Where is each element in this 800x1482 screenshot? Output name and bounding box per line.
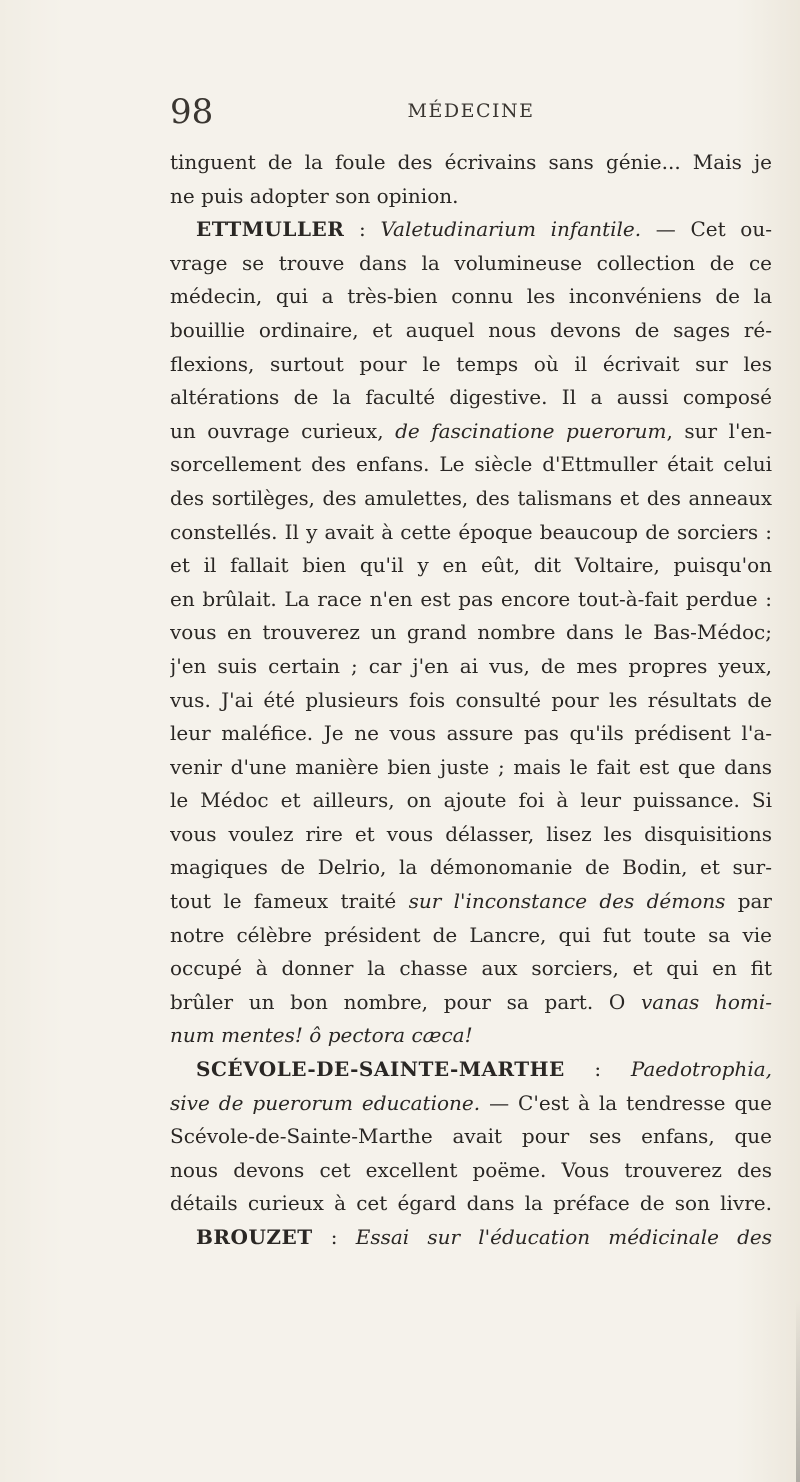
- work-title: sur l'inconstance des démons: [408, 889, 726, 914]
- text-line: notre célèbre président de Lancre, qui fut toute sa vie: [170, 922, 772, 947]
- text-line: tout le fameux traité sur l'inconstance des démons par: [170, 889, 772, 914]
- text-line: en brûlait. La race n'en est pas encore tout-à-fait perdue :: [170, 586, 772, 611]
- text-line: des sortilèges, des amulettes, des talismans et des anneaux: [170, 486, 772, 510]
- text-line: constellés. Il y avait à cette époque beaucoup de sorciers :: [170, 519, 772, 544]
- latin-quote: num mentes! ô pectora cæca!: [170, 1023, 473, 1048]
- text-line: ne puis adopter son opinion.: [170, 183, 459, 208]
- running-head: MÉDECINE: [407, 100, 535, 122]
- author-name: ETTMULLER: [196, 217, 345, 242]
- entry-heading-line: ETTMULLER : Valetudinarium infantile. — Cet ou-: [196, 217, 772, 242]
- page-edge-shadow: [796, 1300, 800, 1482]
- text-line: sorcellement des enfans. Le siècle d'Ettmuller était celui: [170, 452, 772, 477]
- work-title: Paedotrophia,: [630, 1057, 772, 1082]
- text-line: j'en suis certain ; car j'en ai vus, de mes propres yeux,: [170, 653, 772, 678]
- author-name: SCÉVOLE-DE-SAINTE-MARTHE: [196, 1057, 565, 1082]
- text-line: brûler un bon nombre, pour sa part. O vanas homi-: [170, 989, 772, 1014]
- text-line: vrage se trouve dans la volumineuse collection de ce: [170, 250, 772, 275]
- text-line: magiques de Delrio, la démonomanie de Bodin, et sur-: [170, 855, 772, 880]
- body-text: [170, 146, 772, 1255]
- work-title: Essai sur l'éducation médicinale des: [355, 1225, 772, 1249]
- text-line: nous devons cet excellent poëme. Vous trouverez des: [170, 1157, 772, 1182]
- text-line: un ouvrage curieux, de fascinatione puerorum, sur l'en-: [170, 418, 772, 443]
- text-line: Scévole-de-Sainte-Marthe avait pour ses enfans, que: [170, 1124, 772, 1149]
- text-line: sive de puerorum educatione. — C'est à la tendresse que: [170, 1090, 772, 1115]
- text-line: détails curieux à cet égard dans la préface de son livre.: [170, 1191, 772, 1216]
- text-line: venir d'une manière bien juste ; mais le fait est que dans: [170, 754, 772, 779]
- text-line: médecin, qui a très-bien connu les inconvéniens de la: [170, 284, 772, 309]
- text-line: flexions, surtout pour le temps où il écrivait sur les: [170, 351, 772, 376]
- entry-heading-line: SCÉVOLE-DE-SAINTE-MARTHE : Paedotrophia,: [196, 1057, 772, 1082]
- text-line: et il fallait bien qu'il y en eût, dit Voltaire, puisqu'on: [170, 553, 772, 578]
- work-title: Valetudinarium infantile.: [380, 217, 642, 242]
- entry-heading-line: BROUZET : Essai sur l'éducation médicinale des: [196, 1225, 772, 1249]
- text-line: vous voulez rire et vous délasser, lisez les disquisitions: [170, 821, 772, 846]
- text-line: [170, 1019, 772, 1053]
- text-line: le Médoc et ailleurs, on ajoute foi à leur puissance. Si: [170, 788, 772, 813]
- text-line: leur maléfice. Je ne vous assure pas qu'ils prédisent l'a-: [170, 721, 772, 746]
- work-title: de fascinatione puerorum: [395, 418, 667, 443]
- text-line: vus. J'ai été plusieurs fois consulté pour les résultats de: [170, 687, 772, 712]
- author-name: BROUZET: [196, 1225, 313, 1249]
- text-line: vous en trouverez un grand nombre dans le Bas-Médoc;: [170, 620, 772, 645]
- text-line: bouillie ordinaire, et auquel nous devons de sages ré-: [170, 317, 772, 342]
- text-line: tinguent de la foule des écrivains sans génie... Mais je: [170, 150, 772, 174]
- text-line: occupé à donner la chasse aux sorciers, et qui en fit: [170, 956, 772, 981]
- page-header: [170, 88, 772, 136]
- work-title: sive de puerorum educatione.: [170, 1090, 481, 1115]
- page-number: 98: [170, 92, 214, 132]
- text-line: altérations de la faculté digestive. Il a aussi composé: [170, 385, 772, 410]
- latin-quote: vanas homi-: [640, 989, 772, 1014]
